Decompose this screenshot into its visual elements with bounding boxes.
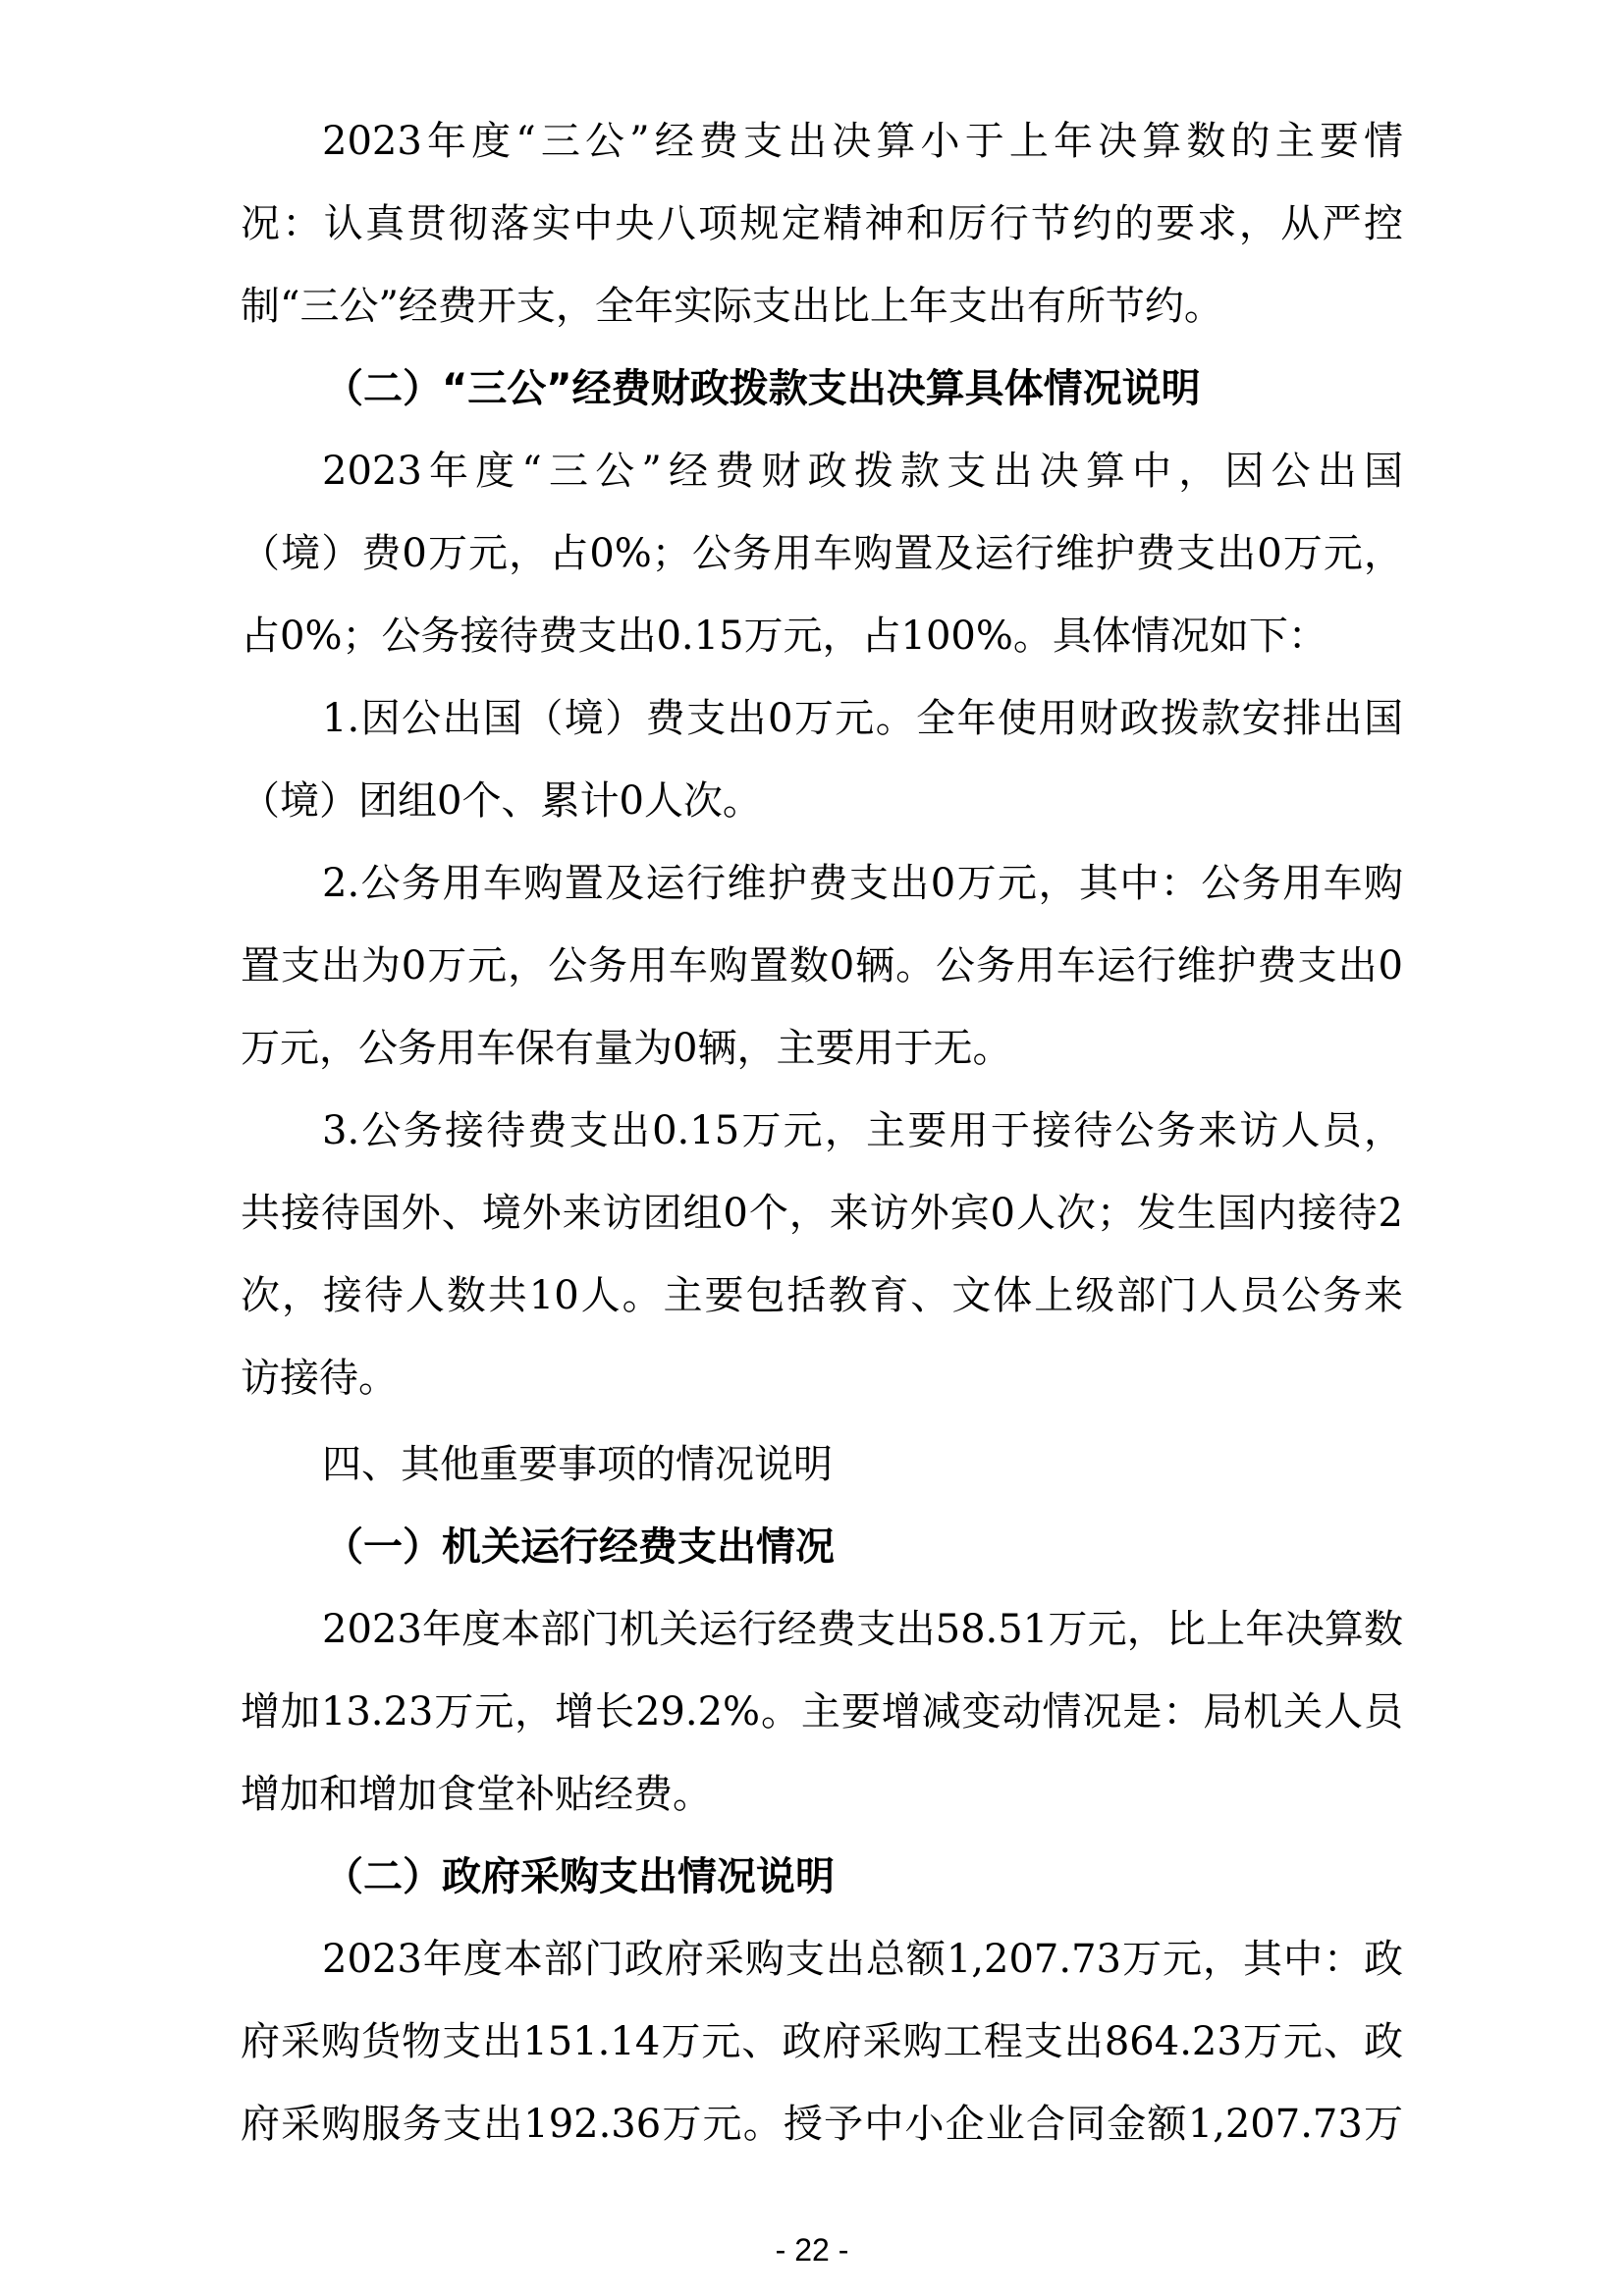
- section-heading: 四、其他重要事项的情况说明: [322, 1442, 833, 1487]
- list-item-line: 共接待国外、境外来访团组0个，来访外宾0人次；发生国内接待2: [241, 1191, 1403, 1236]
- paragraph-line: 增加和增加食堂补贴经费。: [241, 1772, 712, 1817]
- list-item-line: （境）团组0个、累计0人次。: [241, 778, 762, 824]
- paragraph-line: 占0%；公务接待费支出0.15万元，占100%。具体情况如下：: [241, 614, 1327, 659]
- subsection-heading: （一）机关运行经费支出情况: [324, 1524, 835, 1570]
- list-item-line: 次，接待人数共10人。主要包括教育、文体上级部门人员公务来: [241, 1273, 1403, 1318]
- paragraph-line: 2023年度本部门机关运行经费支出58.51万元，比上年决算数: [322, 1607, 1403, 1652]
- paragraph-line: 2023年度“三公”经费支出决算小于上年决算数的主要情: [322, 119, 1403, 164]
- list-item-line: 1.因公出国（境）费支出0万元。全年使用财政拨款安排出国: [322, 696, 1403, 741]
- list-item-line: 访接待。: [241, 1356, 398, 1401]
- list-item-line: 3.公务接待费支出0.15万元，主要用于接待公务来访人员，: [322, 1108, 1403, 1153]
- subsection-heading: （二）政府采购支出情况说明: [324, 1854, 835, 1899]
- page-number: - 22 -: [775, 2232, 849, 2268]
- subsection-heading: （二）“三公”经费财政拨款支出决算具体情况说明: [324, 366, 1201, 411]
- paragraph-line: 2023年度本部门政府采购支出总额1,207.73万元，其中：政: [322, 1937, 1403, 1982]
- paragraph-line: 府采购货物支出151.14万元、政府采购工程支出864.23万元、政: [241, 2019, 1403, 2064]
- paragraph-line: （境）费0万元，占0%；公务用车购置及运行维护费支出0万元，: [241, 531, 1403, 576]
- paragraph-line: 况：认真贯彻落实中央八项规定精神和厉行节约的要求，从严控: [241, 201, 1403, 246]
- paragraph-line: 府采购服务支出192.36万元。授予中小企业合同金额1,207.73万: [241, 2102, 1403, 2147]
- list-item-line: 2.公务用车购置及运行维护费支出0万元，其中：公务用车购: [322, 861, 1403, 906]
- list-item-line: 万元，公务用车保有量为0辆，主要用于无。: [241, 1026, 1012, 1071]
- list-item-line: 置支出为0万元，公务用车购置数0辆。公务用车运行维护费支出0: [241, 943, 1403, 988]
- paragraph-line: 2023年度“三公”经费财政拨款支出决算中，因公出国: [322, 449, 1403, 494]
- paragraph-line: 制“三公”经费开支，全年实际支出比上年支出有所节约。: [241, 284, 1223, 329]
- paragraph-line: 增加13.23万元，增长29.2%。主要增减变动情况是：局机关人员: [241, 1689, 1403, 1735]
